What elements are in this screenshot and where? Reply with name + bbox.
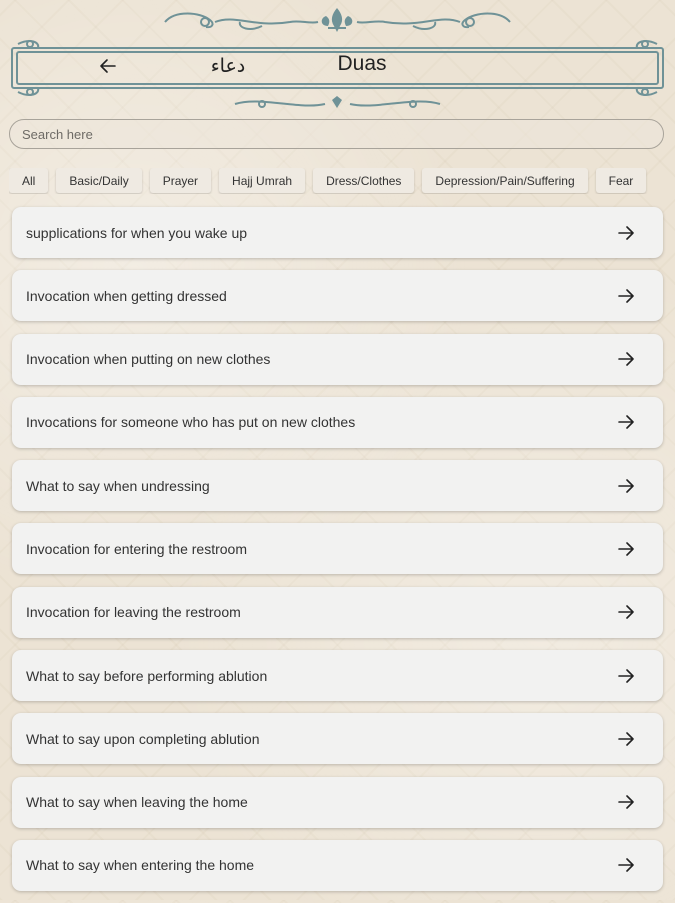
dua-list xyxy=(12,207,663,903)
dua-item[interactable] xyxy=(12,460,663,511)
arrow-right-icon xyxy=(616,223,636,243)
dua-item-label: Invocation when getting dressed xyxy=(26,287,227,304)
dua-item-label: supplications for when you wake up xyxy=(26,224,248,241)
arrow-right-icon xyxy=(616,792,636,812)
dua-item-label: What to say upon completing ablution xyxy=(26,730,260,747)
dua-item-label: Invocation for entering the restroom xyxy=(26,540,248,557)
dua-item[interactable] xyxy=(12,270,663,321)
search-box xyxy=(9,119,664,149)
arrow-right-icon xyxy=(616,539,636,559)
category-chips xyxy=(9,168,675,194)
chip-all[interactable]: All xyxy=(9,168,48,193)
chip-dress-clothes[interactable]: Dress/Clothes xyxy=(313,168,414,193)
dua-item[interactable] xyxy=(12,334,663,385)
dua-item[interactable] xyxy=(12,840,663,891)
dua-item[interactable] xyxy=(12,777,663,828)
dua-item[interactable] xyxy=(12,207,663,258)
back-button[interactable] xyxy=(93,52,123,80)
header xyxy=(0,0,675,116)
dua-item-label: Invocations for someone who has put on new clothes xyxy=(26,414,356,431)
chip-hajj-umrah[interactable]: Hajj Umrah xyxy=(219,168,305,193)
chip-depression-pain-suffering[interactable]: Depression/Pain/Suffering xyxy=(422,168,587,193)
chip-prayer[interactable]: Prayer xyxy=(150,168,211,193)
chip-basic-daily[interactable]: Basic/Daily xyxy=(56,168,141,193)
page-title: Duas xyxy=(337,52,387,75)
dua-item-label: What to say when undressing xyxy=(26,477,210,494)
dua-item-label: What to say when leaving the home xyxy=(26,794,248,811)
search-input[interactable] xyxy=(20,126,653,143)
chip-fear[interactable]: Fear xyxy=(596,168,647,193)
dua-item[interactable] xyxy=(12,713,663,764)
dua-item[interactable] xyxy=(12,397,663,448)
arrow-right-icon xyxy=(616,476,636,496)
arrow-right-icon xyxy=(616,666,636,686)
dua-item-label: Invocation when putting on new clothes xyxy=(26,351,271,368)
dua-item-label: What to say before performing ablution xyxy=(26,667,268,684)
arrow-right-icon xyxy=(616,412,636,432)
arrow-right-icon xyxy=(616,602,636,622)
arrow-right-icon xyxy=(616,729,636,749)
dua-item-label: What to say when entering the home xyxy=(26,857,255,874)
arrow-right-icon xyxy=(616,855,636,875)
dua-item[interactable] xyxy=(12,650,663,701)
arrow-right-icon xyxy=(616,349,636,369)
dua-item-label: Invocation for leaving the restroom xyxy=(26,604,241,621)
arabic-title: دعاء xyxy=(210,55,246,77)
dua-item[interactable] xyxy=(12,523,663,574)
arrow-left-icon xyxy=(99,58,117,74)
dua-item[interactable] xyxy=(12,587,663,638)
arrow-right-icon xyxy=(616,286,636,306)
